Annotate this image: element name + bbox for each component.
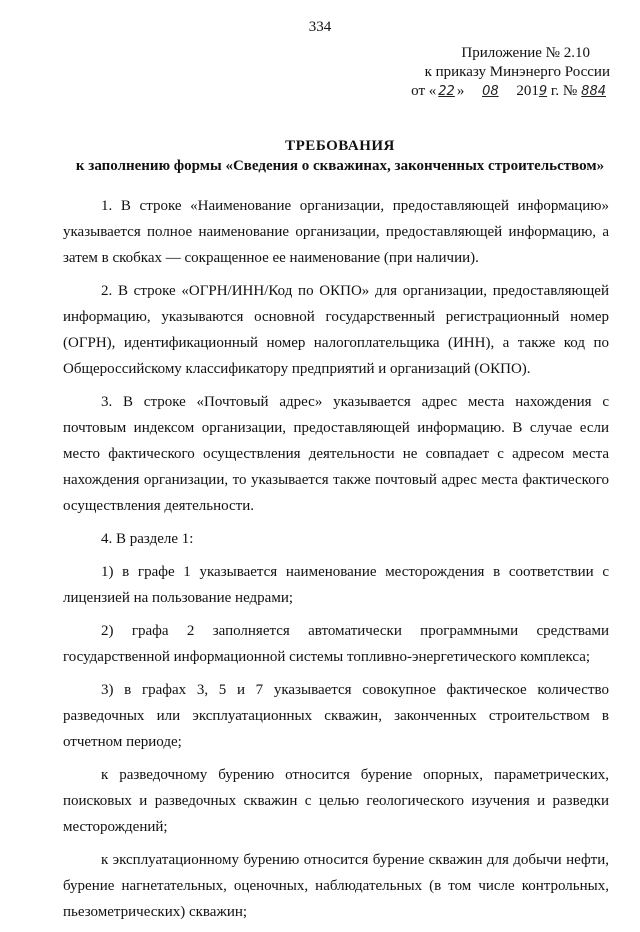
handwritten-year-digit: 9 xyxy=(538,84,548,99)
number-prefix: г. № xyxy=(547,83,578,99)
paragraph-7: 3) в графах 3, 5 и 7 указывается совокупное фактическое количество разведочных или эксплуатационных скважин, законченных строительством в отчетном периоде; xyxy=(63,682,609,750)
appendix-block xyxy=(380,44,610,101)
heading-title: ТРЕБОВАНИЯ xyxy=(285,138,395,154)
document-body xyxy=(63,193,609,932)
paragraph-5: 1) в графе 1 указывается наименование месторождения в соответствии с лицензией на пользование недрами; xyxy=(63,564,609,606)
date-prefix: от « xyxy=(411,83,437,99)
date-mid: » xyxy=(456,83,465,99)
year-prefix: 201 xyxy=(516,83,539,99)
paragraph-1: 1. В строке «Наименование организации, предоставляющей информацию» указывается полное наименование организации, предоставляющей информацию, а затем в скобках — сокращенное ее наименование (при наличии). xyxy=(63,198,609,266)
appendix-date-line xyxy=(380,82,610,101)
paragraph-8: к разведочному бурению относится бурение опорных, параметрических, поисковых и разведочных скважин с целью геологического изучения и разведки месторождений; xyxy=(63,767,609,835)
handwritten-order-number: 884 xyxy=(581,84,606,99)
document-heading xyxy=(60,136,620,176)
appendix-title: Приложение № 2.10 xyxy=(461,45,590,61)
paragraph-6: 2) графа 2 заполняется автоматически программными средствами государственной информационной системы топливно-энергетического комплекса; xyxy=(63,623,609,665)
handwritten-month: 08 xyxy=(482,84,499,99)
appendix-order-ref: к приказу Минэнерго России xyxy=(424,64,610,80)
paragraph-9: к эксплуатационному бурению относится бурение скважин для добычи нефти, бурение нагнетательных, оценочных, наблюдательных (в том числе контрольных, пьезометрических) скважин; xyxy=(63,852,609,920)
paragraph-3: 3. В строке «Почтовый адрес» указывается адрес места нахождения с почтовым индексом организации, предоставляющей информацию. В случае если место фактического осуществления деятельности не совпадает с адресом места нахождения организации, то указывается также почтовый адрес места фактического осуществления деятельности. xyxy=(63,394,609,514)
handwritten-day: 22 xyxy=(438,84,455,99)
heading-subtitle: к заполнению формы «Сведения о скважинах, законченных строительством» xyxy=(75,158,605,174)
paragraph-4: 4. В разделе 1: xyxy=(101,531,194,547)
page-number: 334 xyxy=(308,19,332,35)
paragraph-2: 2. В строке «ОГРН/ИНН/Код по ОКПО» для организации, предоставляющей информацию, указываются основной государственный регистрационный номер (ОГРН), идентификационный номер налогоплательщика (ИНН), а также код по Общероссийскому классификатору предприятий и организаций (ОКПО). xyxy=(63,283,609,377)
